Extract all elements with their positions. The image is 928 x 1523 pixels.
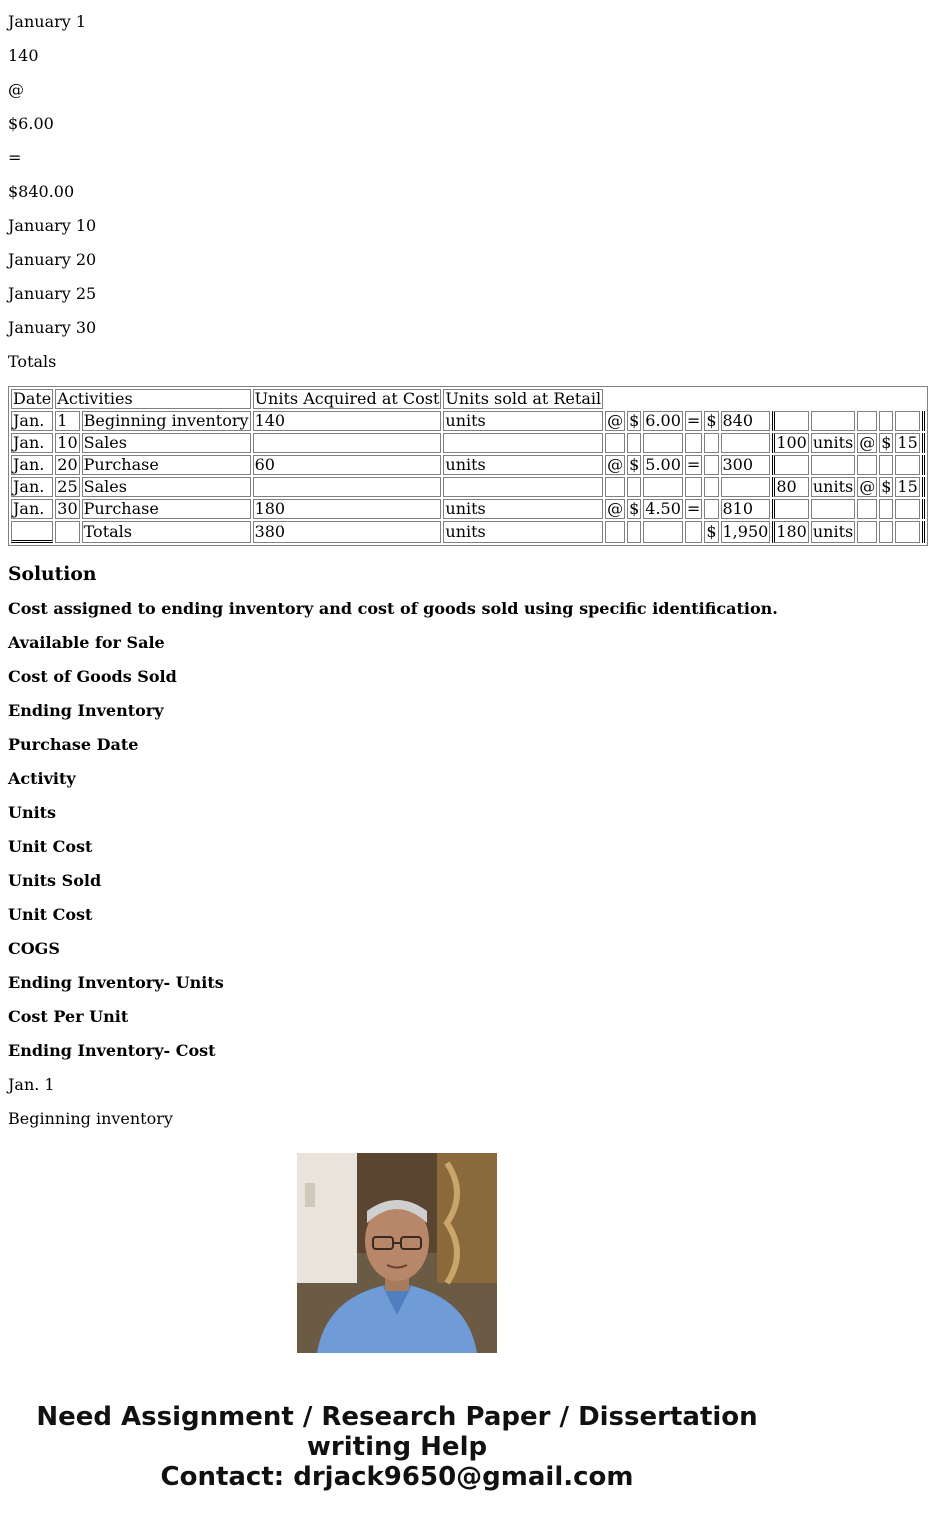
solution-description: Cost assigned to ending inventory and cost of goods sold using specific identification. [8, 599, 778, 618]
cell-day [55, 521, 79, 543]
cell-u-label [443, 433, 603, 453]
cell-total [721, 477, 771, 497]
cell-at: @ [607, 411, 624, 430]
cell-day: 10 [57, 433, 78, 452]
solution-column-label: Units [8, 803, 57, 822]
cell-s-cur: $ [881, 477, 892, 496]
table-row [11, 433, 925, 453]
solution-column-label: Ending Inventory [8, 701, 164, 720]
cell-cur [627, 433, 641, 453]
cell-units: 380 [253, 521, 442, 543]
cell-s-price: 15 [897, 477, 918, 496]
solution-column-label: Ending Inventory- Units [8, 973, 224, 992]
cell-cost: 5.00 [645, 455, 681, 474]
cell-s-at [857, 521, 877, 543]
document-body [8, 0, 918, 1128]
table-row [11, 477, 925, 497]
cell-date: Jan. [11, 433, 53, 453]
cell-s-at: @ [859, 477, 876, 496]
solution-column-label: Available for Sale [8, 633, 165, 652]
cell-date: Jan. [11, 477, 53, 497]
cell-date: Jan. [11, 455, 53, 475]
cell-s-cur: $ [881, 433, 892, 452]
banner-contact: Contact: drjack9650@gmail.com [160, 1462, 634, 1492]
cell-s-at [857, 411, 877, 431]
cell-units: 180 [253, 499, 442, 519]
table-row [11, 499, 925, 519]
cell-cur2: $ [706, 522, 717, 541]
cell-total: 1,950 [722, 522, 769, 541]
cell-s-units [772, 411, 809, 431]
solution-column-label: Purchase Date [8, 735, 139, 754]
cell-s-units [772, 455, 809, 475]
cell-activity: Purchase [82, 499, 251, 519]
cell-cur: $ [629, 411, 640, 430]
header-activities: Activities [55, 389, 250, 409]
cell-total: 300 [721, 455, 771, 475]
solution-heading: Solution [8, 563, 97, 585]
cell-cur2 [704, 499, 718, 519]
solution-column-label: Cost of Goods Sold [8, 667, 177, 686]
intro-line: $6.00 [8, 114, 54, 133]
table-header-row [11, 389, 925, 409]
cell-cur [627, 521, 641, 543]
portrait-image [297, 1153, 497, 1353]
contact-banner [0, 1402, 794, 1492]
table-row [11, 411, 925, 431]
solution-column-label: Cost Per Unit [8, 1007, 129, 1026]
cell-s-units: 180 [772, 521, 809, 543]
cell-at [605, 433, 625, 453]
cell-eq: = [686, 499, 701, 518]
cell-cur: $ [629, 499, 640, 518]
intro-line: January 1 [8, 12, 87, 31]
cell-units [253, 433, 442, 453]
solution-column-label: COGS [8, 939, 60, 958]
row-end-rule [922, 499, 925, 519]
cell-cur: $ [629, 455, 640, 474]
solution-cell: Beginning inventory [8, 1109, 173, 1128]
cell-activity: Purchase [82, 455, 251, 475]
header-units-sold: Units sold at Retail [445, 389, 602, 408]
cell-u-label: units [443, 521, 603, 543]
banner-line-1: Need Assignment / Research Paper / Dissertation [36, 1402, 758, 1432]
cell-s-label: units [812, 477, 854, 496]
cell-at [605, 521, 625, 543]
cell-s-label [811, 411, 855, 431]
cell-cost [643, 477, 683, 497]
row-end-rule [922, 433, 925, 453]
cell-eq [685, 477, 702, 497]
cell-cost [643, 521, 683, 543]
cell-s-label: units [812, 433, 854, 452]
cell-s-price [895, 411, 919, 431]
cell-s-label [811, 499, 855, 519]
solution-rows [8, 1074, 788, 1130]
cell-day: 1 [55, 411, 79, 431]
cell-at: @ [607, 455, 624, 474]
cell-eq: = [686, 411, 701, 430]
cell-cost: 6.00 [645, 411, 681, 430]
cell-date: Jan. [11, 499, 53, 519]
cell-s-price: 15 [897, 433, 918, 452]
cell-s-at [857, 455, 877, 475]
intro-line: January 10 [8, 216, 97, 235]
header-date: Date [13, 389, 52, 408]
intro-line: January 30 [8, 318, 97, 337]
solution-cell: Jan. 1 [8, 1075, 55, 1094]
solution-column-label: Units Sold [8, 871, 102, 890]
cell-day: 30 [57, 499, 78, 518]
cell-s-cur [879, 411, 893, 431]
cell-s-units: 100 [772, 433, 809, 453]
cell-at: @ [607, 499, 624, 518]
cell-activity: Beginning inventory [83, 411, 249, 430]
banner-line-2: writing Help [306, 1432, 488, 1462]
cell-units: 140 [253, 411, 442, 431]
cell-total: 840 [721, 411, 771, 431]
cell-day: 25 [57, 477, 78, 496]
cell-day: 20 [57, 455, 78, 474]
cell-units [253, 477, 442, 497]
cell-s-cur [879, 455, 893, 475]
cell-activity: Totals [82, 521, 251, 543]
intro-line: Totals [8, 352, 57, 371]
cell-s-cur [879, 499, 893, 519]
cell-cur2 [704, 433, 718, 453]
cell-u-label [443, 477, 603, 497]
cell-eq: = [686, 455, 701, 474]
intro-line: = [8, 148, 22, 167]
intro-line: @ [8, 80, 24, 99]
cell-cost [643, 433, 683, 453]
cell-u-label: units [443, 455, 603, 475]
intro-line: January 20 [8, 250, 97, 269]
table-row [11, 521, 925, 543]
cell-s-label [811, 455, 855, 475]
table-row [11, 455, 925, 475]
inventory-table [8, 386, 928, 546]
cell-cur2: $ [706, 411, 717, 430]
cell-s-units [772, 499, 809, 519]
row-end-rule [922, 455, 925, 475]
row-end-rule [922, 521, 925, 543]
cell-u-label: units [443, 411, 603, 431]
cell-cur2 [704, 477, 718, 497]
cell-eq [685, 433, 702, 453]
cell-s-price [895, 455, 919, 475]
author-photo [297, 1153, 497, 1353]
cell-date: Jan. [11, 411, 53, 431]
cell-s-cur [879, 521, 893, 543]
cell-activity: Sales [82, 477, 251, 497]
solution-column-label: Unit Cost [8, 905, 93, 924]
intro-line: January 25 [8, 284, 97, 303]
cell-total: 810 [721, 499, 771, 519]
cell-activity: Sales [82, 433, 251, 453]
cell-eq [685, 521, 702, 543]
cell-s-price [895, 499, 919, 519]
cell-cur2 [704, 455, 718, 475]
row-end-rule [922, 477, 925, 497]
cell-s-at: @ [859, 433, 876, 452]
cell-cur [627, 477, 641, 497]
cell-units: 60 [253, 455, 442, 475]
cell-total [721, 433, 771, 453]
header-units-acquired: Units Acquired at Cost [254, 389, 440, 408]
cell-s-units: 80 [772, 477, 809, 497]
cell-cost: 4.50 [645, 499, 681, 518]
solution-column-label: Ending Inventory- Cost [8, 1041, 216, 1060]
cell-u-label: units [443, 499, 603, 519]
cell-date [11, 521, 53, 543]
solution-column-label: Unit Cost [8, 837, 93, 856]
intro-line: 140 [8, 46, 39, 65]
cell-s-label: units [812, 522, 854, 541]
cell-at [605, 477, 625, 497]
cell-s-price [895, 521, 919, 543]
solution-lines [8, 598, 788, 1062]
row-end-rule [922, 411, 925, 431]
intro-lines [8, 11, 788, 373]
intro-line: $840.00 [8, 182, 75, 201]
cell-s-at [857, 499, 877, 519]
solution-column-label: Activity [8, 769, 76, 788]
